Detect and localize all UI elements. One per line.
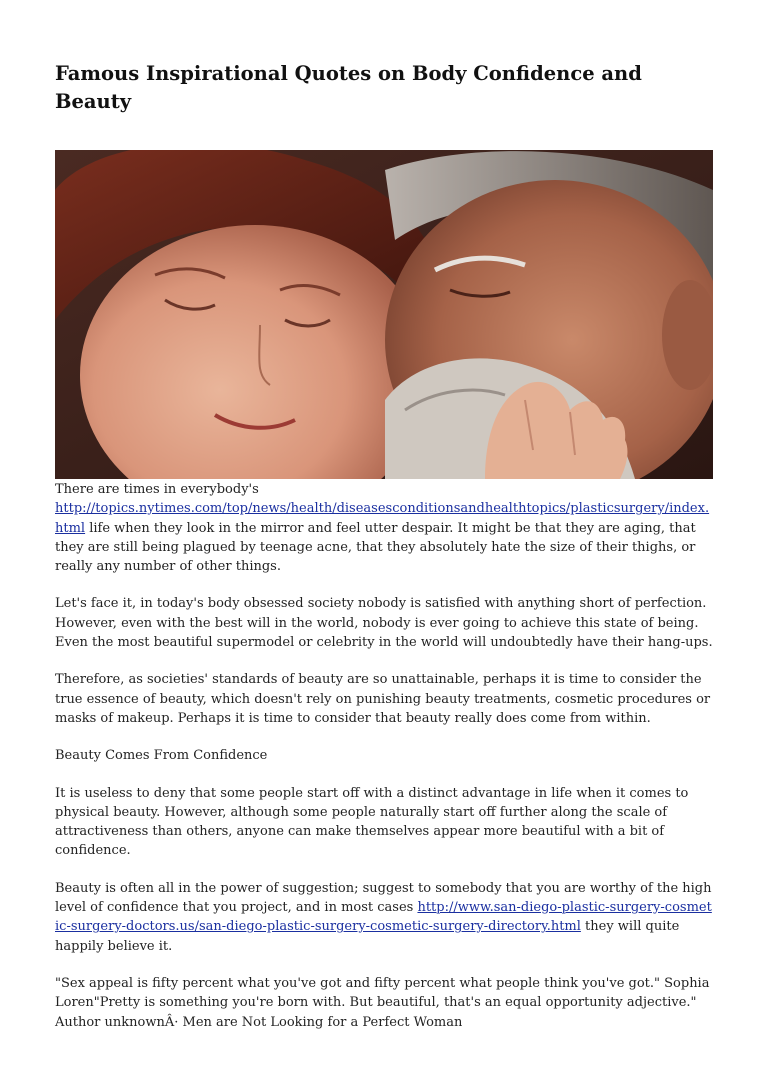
nytimes-link[interactable]: http://topics.nytimes.com/top/news/health/diseasesconditionsandhealthtopics/plasticsurgery/index.html <box>55 501 710 536</box>
paragraph-5-end: they will quite happily believe it. <box>55 919 680 954</box>
paragraph-6: "Sex appeal is fifty percent what you've got and fifty percent what people think you've got." Sophia Loren"Pretty is something you're born with. But beautiful, that's an equal opportunity adjective." Author unknownÂ· Men are Not Looking for a Perfect Woman <box>55 975 710 1030</box>
paragraph-5-text: Beauty is often all in the power of suggestion; suggest to somebody that you are worthy of the high level of confidence that you project, and in most cases <box>55 880 712 916</box>
paragraph-5 <box>55 879 715 956</box>
paragraph-2: Let's face it, in today's body obsessed society nobody is satisfied with anything short of perfection. However, even with the best will in the world, nobody is ever going to achieve this state of being. Even the most beautiful supermodel or celebrity in the world will undoubtedly have their hang-ups. <box>55 596 713 651</box>
san-diego-surgery-link[interactable]: http://www.san-diego-plastic-surgery-cosmetic-surgery-doctors.us/san-diego-plastic-surgery-cosmetic-surgery-directory.html <box>55 900 712 935</box>
paragraph-3: Therefore, as societies' standards of beauty are so unattainable, perhaps it is time to consider the true essence of beauty, which doesn't rely on punishing beauty treatments, cosmetic procedures or masks of makeup. Perhaps it is time to consider that beauty really does come from within. <box>55 672 711 726</box>
paragraph-1-text: life when they look in the mirror and feel utter despair. It might be that they are aging, that they are still being plagued by teenage acne, that they absolutely hate the size of their thighs, or really any number of other things. <box>55 520 696 575</box>
section-heading: Beauty Comes From Confidence <box>55 748 268 764</box>
page-title: Famous Inspirational Quotes on Body Confidence and Beauty <box>55 62 642 113</box>
article-body <box>55 480 715 1050</box>
paragraph-1-intro: There are times in everybody's <box>55 482 259 497</box>
paragraph-4: It is useless to deny that some people start off with a distinct advantage in life when it comes to physical beauty. However, although some people naturally start off further along the scale of attractiveness than others, anyone can make themselves appear more beautiful with a bit of confidence. <box>55 785 689 859</box>
photo-illustration <box>55 150 713 479</box>
paragraph-1 <box>55 480 715 576</box>
photo-couple-image <box>55 150 713 479</box>
